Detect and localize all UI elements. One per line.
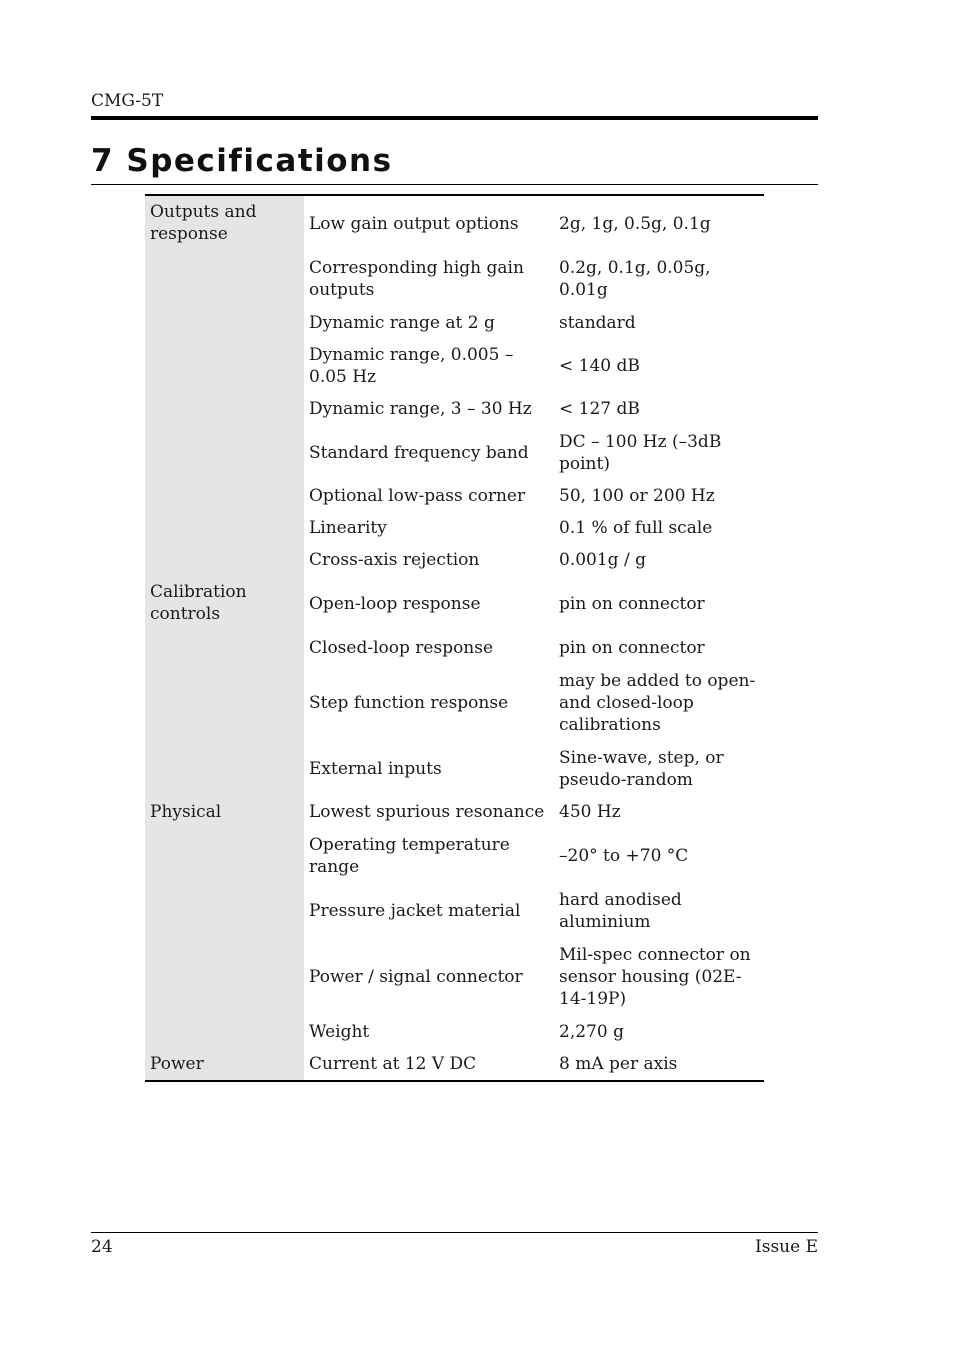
table-row bbox=[145, 196, 764, 251]
table-row bbox=[145, 796, 764, 828]
value-cell: < 127 dB bbox=[559, 399, 640, 419]
category-cell bbox=[145, 512, 304, 544]
parameter-cell: Current at 12 V DC bbox=[309, 1054, 477, 1074]
running-header: CMG-5T bbox=[91, 91, 164, 111]
table-row bbox=[145, 632, 764, 664]
value-cell: 0.2g, 0.1g, 0.05g, 0.01g bbox=[559, 258, 711, 300]
parameter-cell: Dynamic range, 3 – 30 Hz bbox=[309, 399, 532, 419]
value-cell: 450 Hz bbox=[559, 802, 621, 822]
category-cell bbox=[145, 884, 304, 938]
category-cell: Calibration controls bbox=[145, 576, 304, 632]
category-cell bbox=[145, 393, 304, 425]
parameter-cell: Linearity bbox=[309, 518, 387, 538]
category-cell bbox=[145, 480, 304, 512]
category-cell bbox=[145, 1016, 304, 1048]
table-row bbox=[145, 741, 764, 796]
parameter-cell: Pressure jacket material bbox=[309, 901, 521, 921]
category-cell bbox=[145, 339, 304, 393]
value-cell: may be added to open- and closed-loop calibrations bbox=[559, 670, 756, 735]
table-row bbox=[145, 339, 764, 393]
issue-label: Issue E bbox=[755, 1237, 818, 1257]
parameter-cell: Open-loop response bbox=[309, 594, 481, 614]
table-row bbox=[145, 828, 764, 884]
table-row bbox=[145, 576, 764, 632]
table-row bbox=[145, 664, 764, 741]
category-cell bbox=[145, 425, 304, 480]
parameter-cell: Corresponding high gain outputs bbox=[309, 258, 524, 300]
value-cell: Mil-spec connector on sensor housing (02E-14-19P) bbox=[559, 945, 751, 1009]
category-cell bbox=[145, 632, 304, 664]
table-row bbox=[145, 1048, 764, 1080]
value-cell: hard anodised aluminium bbox=[559, 890, 682, 932]
parameter-cell: Closed-loop response bbox=[309, 638, 494, 658]
category-cell bbox=[145, 828, 304, 884]
parameter-cell: Dynamic range at 2 g bbox=[309, 313, 495, 333]
specifications-table bbox=[145, 194, 764, 1082]
value-cell: 2,270 g bbox=[559, 1022, 624, 1042]
parameter-cell: Optional low-pass corner bbox=[309, 486, 526, 506]
category-cell bbox=[145, 307, 304, 339]
parameter-cell: Power / signal connector bbox=[309, 967, 523, 987]
value-cell: pin on connector bbox=[559, 594, 705, 614]
value-cell: 0.1 % of full scale bbox=[559, 518, 713, 538]
value-cell: pin on connector bbox=[559, 638, 705, 658]
value-cell: Sine-wave, step, or pseudo-random bbox=[559, 747, 724, 790]
parameter-cell: Low gain output options bbox=[309, 213, 519, 234]
category-cell: Outputs and response bbox=[145, 196, 304, 251]
title-rule bbox=[91, 184, 818, 185]
parameter-cell: Step function response bbox=[309, 692, 509, 713]
value-cell: 50, 100 or 200 Hz bbox=[559, 486, 715, 506]
category-cell bbox=[145, 938, 304, 1016]
table-row bbox=[145, 544, 764, 576]
value-cell: < 140 dB bbox=[559, 356, 640, 376]
category-cell: Power bbox=[145, 1048, 304, 1080]
category-cell bbox=[145, 741, 304, 796]
page-number: 24 bbox=[91, 1237, 113, 1257]
category-cell bbox=[145, 544, 304, 576]
table-row bbox=[145, 307, 764, 339]
value-cell: standard bbox=[559, 313, 636, 333]
table-row bbox=[145, 393, 764, 425]
parameter-cell: External inputs bbox=[309, 758, 442, 779]
header-rule bbox=[91, 116, 818, 120]
section-title: 7 Specifications bbox=[91, 143, 393, 179]
table-row bbox=[145, 512, 764, 544]
parameter-cell: Lowest spurious resonance bbox=[309, 802, 545, 822]
footer-rule bbox=[91, 1232, 818, 1233]
table-row bbox=[145, 251, 764, 307]
category-cell bbox=[145, 251, 304, 307]
value-cell: –20° to +70 °C bbox=[559, 846, 689, 866]
value-cell: 0.001g / g bbox=[559, 550, 646, 570]
table-row bbox=[145, 938, 764, 1016]
parameter-cell: Cross-axis rejection bbox=[309, 550, 480, 570]
parameter-cell: Standard frequency band bbox=[309, 442, 529, 463]
value-cell: 8 mA per axis bbox=[559, 1054, 678, 1074]
table-row bbox=[145, 1016, 764, 1048]
parameter-cell: Dynamic range, 0.005 – 0.05 Hz bbox=[309, 345, 514, 387]
table-row bbox=[145, 425, 764, 480]
value-cell: 2g, 1g, 0.5g, 0.1g bbox=[559, 213, 711, 234]
table-row bbox=[145, 884, 764, 938]
parameter-cell: Weight bbox=[309, 1022, 370, 1042]
value-cell: DC – 100 Hz (–3dB point) bbox=[559, 431, 722, 474]
parameter-cell: Operating temperature range bbox=[309, 835, 510, 877]
table-row bbox=[145, 480, 764, 512]
category-cell bbox=[145, 664, 304, 741]
category-cell: Physical bbox=[145, 796, 304, 828]
